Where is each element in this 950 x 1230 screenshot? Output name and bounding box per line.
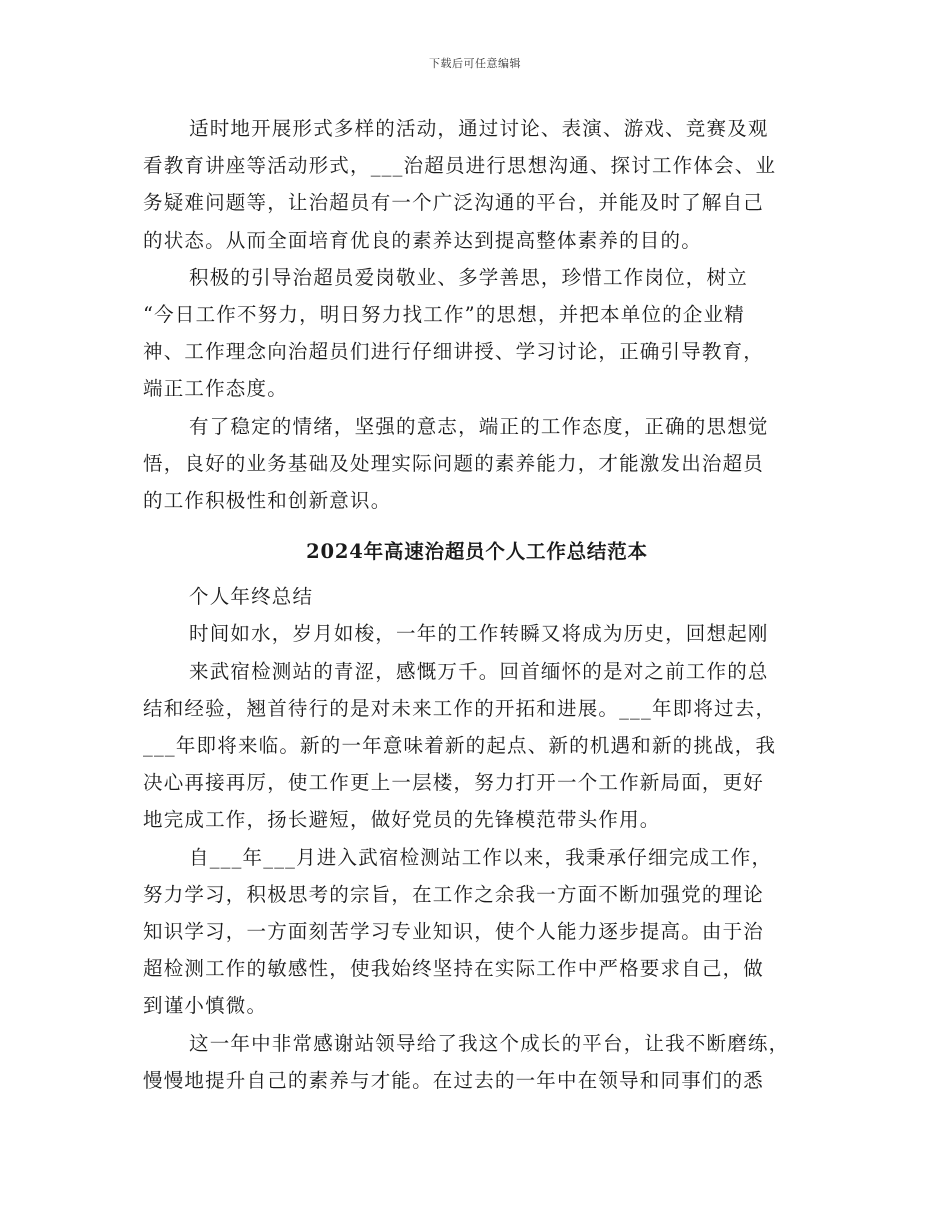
text-line: 时间如水，岁月如梭，一年的工作转瞬又将成为历史，回想起刚 — [189, 622, 769, 646]
paragraph-thanks — [143, 1025, 811, 1099]
text-line: 的状态。从而全面培育优良的素养达到提高整体素养的目的。 — [143, 228, 702, 252]
paragraph-work-start — [143, 839, 811, 1025]
text-line: 努力学习，积极思考的宗旨，在工作之余我一方面不断加强党的理论 — [143, 882, 765, 906]
paragraph-year-review — [143, 615, 811, 838]
document-body — [143, 110, 811, 1099]
text-line: 这一年中非常感谢站领导给了我这个成长的平台，让我不断磨练， — [189, 1031, 790, 1055]
text-line: 端正工作态度。 — [143, 377, 288, 401]
text-line: 务疑难问题等，让治超员有一个广泛沟通的平台，并能及时了解自己 — [143, 191, 765, 215]
text-line: 自___年___月进入武宿检测站工作以来，我秉承仔细完成工作， — [189, 845, 773, 869]
text-line: 决心再接再厉，使工作更上一层楼，努力打开一个工作新局面，更好 — [143, 771, 765, 795]
text-line: 的工作积极性和创新意识。 — [143, 489, 392, 513]
text-line: 超检测工作的敏感性，使我始终坚持在实际工作中严格要求自己，做 — [143, 957, 765, 981]
text-line: 慢慢地提升自己的素养与才能。在过去的一年中在领导和同事们的悉 — [143, 1068, 765, 1092]
paragraph-activities — [143, 110, 811, 259]
text-line: 结和经验，翘首待行的是对未来工作的开拓和进展。___年即将过去， — [143, 696, 777, 720]
paragraph-attitude — [143, 408, 811, 520]
page-header: 下载后可任意编辑 — [429, 57, 521, 70]
text-line: “今日工作不努力，明日努力找工作”的思想，并把本单位的企业精 — [143, 303, 745, 327]
text-line: 来武宿检测站的青涩，感慨万千。回首缅怀的是对之前工作的总 — [189, 659, 769, 683]
text-line: 适时地开展形式多样的活动，通过讨论、表演、游戏、竞赛及观 — [189, 117, 769, 140]
text-line: 神、工作理念向治超员们进行仔细讲授、学习讨论，正确引导教育， — [143, 340, 765, 364]
text-line: 看教育讲座等活动形式，___治超员进行思想沟通、探讨工作体会、业 — [143, 154, 777, 178]
text-line: 积极的引导治超员爱岗敬业、多学善思，珍惜工作岗位，树立 — [189, 265, 748, 289]
text-line: ___年即将来临。新的一年意味着新的起点、新的机遇和新的挑战，我 — [143, 734, 777, 758]
text-line: 有了稳定的情绪，坚强的意志，端正的工作态度，正确的思想觉 — [189, 414, 769, 438]
text-line: 地完成工作，扬长避短，做好党员的先锋模范带头作用。 — [143, 808, 661, 832]
text-line: 知识学习，一方面刻苦学习专业知识，使个人能力逐步提高。由于治 — [143, 920, 765, 944]
text-line: 悟，良好的业务基础及处理实际问题的素养能力，才能激发出治超员 — [143, 451, 765, 475]
section-title: 2024年高速治超员个人工作总结范本 — [306, 540, 648, 564]
text-line: 个人年终总结 — [189, 585, 314, 609]
paragraph-guidance — [143, 259, 811, 408]
text-line: 到谨小慎微。 — [143, 994, 268, 1018]
subtitle — [143, 578, 811, 615]
